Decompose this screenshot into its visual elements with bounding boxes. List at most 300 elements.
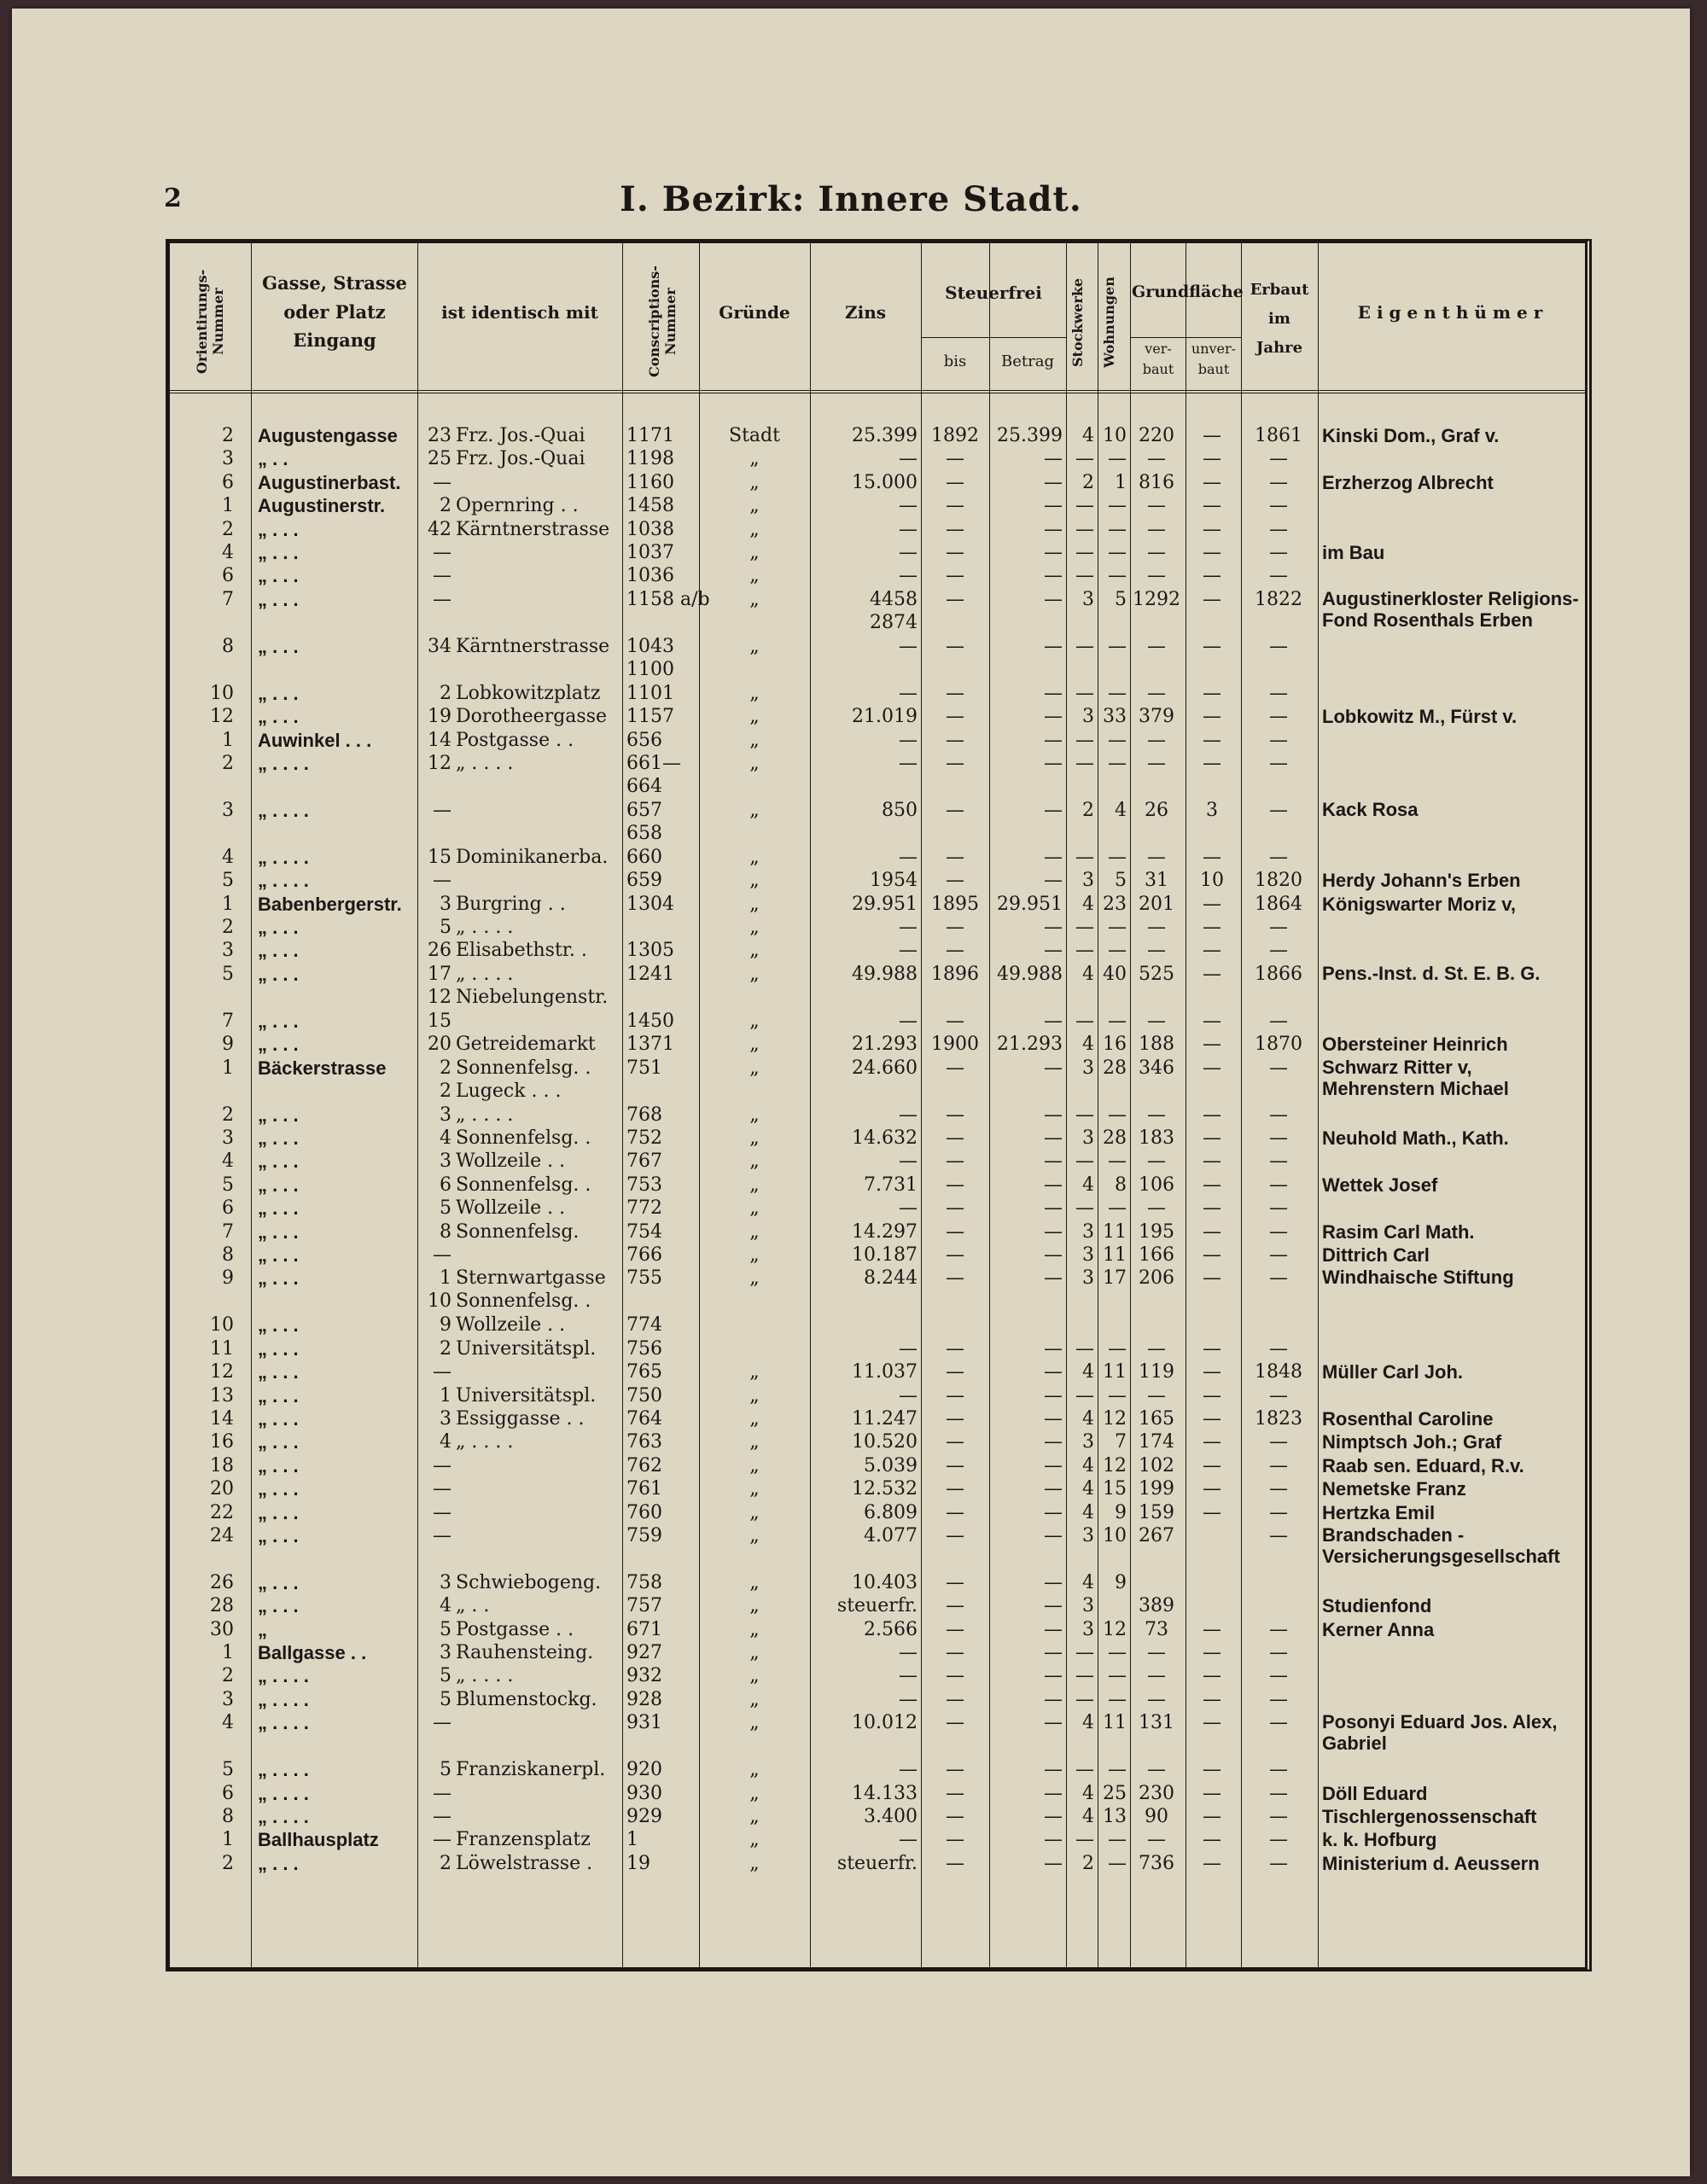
cell-cons: 764 xyxy=(626,1407,662,1430)
table-row xyxy=(170,1033,1585,1056)
cell-er: — xyxy=(1269,1197,1288,1220)
cell-zins: — xyxy=(899,1759,918,1781)
table-row xyxy=(170,963,1585,1010)
cell-er: — xyxy=(1269,1010,1288,1032)
header-zins: Zins xyxy=(845,302,886,323)
cell-nr: 5 xyxy=(222,1174,234,1196)
cell-bis: — xyxy=(946,1478,964,1500)
cell-idt: Dominikanerba. xyxy=(456,846,609,868)
cell-bis: — xyxy=(946,1361,964,1383)
cell-street: „ . . . xyxy=(258,1337,299,1360)
cell-nr: 9 xyxy=(222,1034,234,1056)
cell-wo: — xyxy=(1108,729,1127,751)
cell-er: 1820 xyxy=(1255,870,1302,892)
cell-betrag: — xyxy=(1044,565,1063,587)
cell-uv: — xyxy=(1203,1407,1221,1430)
cell-wo: 23 xyxy=(1103,893,1127,915)
cell-vb: 220 xyxy=(1139,425,1174,446)
cell-betrag: — xyxy=(1044,588,1063,610)
cell-betrag: 49.988 xyxy=(997,963,1063,985)
cell-bis: — xyxy=(946,940,964,962)
cell-street: „ . . . xyxy=(258,917,299,939)
cell-vb: 201 xyxy=(1139,893,1174,915)
subheader-rule xyxy=(1130,337,1241,338)
cell-cons: 1160 xyxy=(626,471,674,493)
cell-vb: — xyxy=(1147,1104,1166,1126)
cell-bis: — xyxy=(946,682,964,704)
table-row xyxy=(170,1477,1585,1500)
table-row xyxy=(170,1688,1585,1711)
cell-idt: Universitätspl. xyxy=(456,1337,597,1360)
cell-st: — xyxy=(1075,495,1094,517)
cell-street: „ . . . . xyxy=(258,1806,309,1828)
cell-nr: 12 xyxy=(210,706,234,728)
cell-betrag: — xyxy=(1044,1431,1063,1453)
cell-betrag: — xyxy=(1044,1337,1063,1360)
cell-zins: — xyxy=(899,846,918,868)
cell-bis: — xyxy=(946,1150,964,1173)
cell-uv: — xyxy=(1203,1361,1221,1383)
cell-gr: „ xyxy=(749,1454,760,1476)
cell-gr: „ xyxy=(749,1829,760,1851)
cell-ei: Rasim Carl Math. xyxy=(1322,1220,1475,1243)
cell-bis: — xyxy=(946,706,964,728)
cell-zins: 10.187 xyxy=(852,1243,918,1266)
cell-st: — xyxy=(1075,682,1094,704)
cell-vb: 267 xyxy=(1139,1524,1174,1546)
cell-wo: — xyxy=(1108,1665,1127,1687)
cell-ei: Ministerium d. Aeussern xyxy=(1322,1852,1540,1874)
cell-uv: — xyxy=(1203,846,1221,868)
cell-ei: Kerner Anna xyxy=(1322,1618,1435,1640)
cell-uv: — xyxy=(1203,706,1221,728)
cell-street: „ . . xyxy=(258,448,288,470)
cell-nr: 1 xyxy=(222,893,234,915)
cell-st: — xyxy=(1075,565,1094,587)
cell-wo: 12 xyxy=(1103,1618,1127,1640)
cell-cons: 768 xyxy=(626,1104,662,1126)
cell-cons: 761 xyxy=(626,1478,662,1500)
cell-gr: „ xyxy=(749,1571,760,1593)
cell-cons: 763 xyxy=(626,1431,662,1453)
cell-vb: 195 xyxy=(1139,1220,1174,1243)
cell-uv: — xyxy=(1203,1174,1221,1196)
cell-vb: 188 xyxy=(1139,1034,1174,1056)
cell-cons: 1043 1100 xyxy=(626,635,674,680)
cell-cons: 932 xyxy=(626,1665,662,1687)
cell-vb: 1292 xyxy=(1133,588,1180,610)
cell-zins: 21.293 xyxy=(852,1034,918,1056)
cell-er: — xyxy=(1269,1174,1288,1196)
cell-betrag: — xyxy=(1044,940,1063,962)
cell-gr: „ xyxy=(749,1174,760,1196)
cell-street: „ . . . . xyxy=(258,799,309,821)
table-row xyxy=(170,424,1585,447)
cell-gr: „ xyxy=(749,893,760,915)
cell-zins: 11.247 xyxy=(852,1407,918,1430)
cell-vb: — xyxy=(1147,1665,1166,1687)
cell-cons: 929 xyxy=(626,1806,662,1828)
cell-bis: — xyxy=(946,1759,964,1781)
cell-bis: — xyxy=(946,846,964,868)
table-row xyxy=(170,682,1585,705)
cell-gr: „ xyxy=(749,846,760,868)
cell-ei: Studienfond xyxy=(1322,1595,1432,1617)
cell-bis: 1892 xyxy=(931,425,979,446)
cell-idn: — xyxy=(433,1524,452,1546)
cell-street: „ . . . xyxy=(258,1384,299,1406)
cell-nr: 20 xyxy=(210,1478,234,1500)
cell-gr: „ xyxy=(749,1384,760,1406)
cell-wo: 28 xyxy=(1103,1057,1127,1079)
cell-cons: 1450 xyxy=(626,1010,674,1032)
cell-idn: 19 xyxy=(428,706,452,728)
cell-betrag: — xyxy=(1044,1665,1063,1687)
cell-gr: „ xyxy=(749,917,760,939)
cell-street: „ . . . xyxy=(258,635,299,657)
cell-idn: 3 xyxy=(440,1104,452,1126)
cell-er: — xyxy=(1269,495,1288,517)
cell-vb: 379 xyxy=(1139,706,1174,728)
cell-street: „ . . . xyxy=(258,1127,299,1150)
cell-betrag: — xyxy=(1044,1407,1063,1430)
cell-street: „ . . . xyxy=(258,1243,299,1266)
cell-wo: — xyxy=(1108,635,1127,657)
cell-betrag: — xyxy=(1044,1852,1063,1874)
cell-cons: 767 xyxy=(626,1150,662,1173)
cell-nr: 28 xyxy=(210,1595,234,1617)
cell-idt: „ . . . . xyxy=(456,1104,514,1126)
table-row xyxy=(170,1313,1585,1337)
cell-street: „ . . . . xyxy=(258,1688,309,1710)
cell-vb: 90 xyxy=(1145,1806,1168,1828)
cell-st: 4 xyxy=(1082,1806,1094,1828)
cell-bis: — xyxy=(946,1384,964,1406)
cell-bis: — xyxy=(946,471,964,493)
cell-bis: — xyxy=(946,448,964,470)
table-row xyxy=(170,1197,1585,1220)
cell-gr: „ xyxy=(749,1642,760,1664)
cell-uv: — xyxy=(1203,1478,1221,1500)
cell-gr: „ xyxy=(749,706,760,728)
cell-street: „ . . . xyxy=(258,1478,299,1500)
table-row xyxy=(170,1174,1585,1197)
cell-er: 1822 xyxy=(1255,588,1302,610)
cell-zins: 3.400 xyxy=(864,1806,918,1828)
cell-vb: 174 xyxy=(1139,1431,1174,1453)
cell-zins: 10.403 xyxy=(852,1571,918,1593)
cell-zins: 21.019 xyxy=(852,706,918,728)
cell-cons: 1158 a/b xyxy=(626,588,710,610)
cell-idn: — xyxy=(433,565,452,587)
cell-uv: — xyxy=(1203,1034,1221,1056)
table-row xyxy=(170,1828,1585,1851)
cell-st: — xyxy=(1075,448,1094,470)
cell-uv: — xyxy=(1203,917,1221,939)
cell-cons: 774 xyxy=(626,1314,662,1337)
cell-ei: Lobkowitz M., Fürst v. xyxy=(1322,706,1518,728)
cell-er: — xyxy=(1269,729,1288,751)
cell-nr: 2 xyxy=(222,425,234,446)
table-row xyxy=(170,752,1585,799)
table-row xyxy=(170,1805,1585,1828)
cell-wo: — xyxy=(1108,541,1127,563)
cell-bis: — xyxy=(946,1829,964,1851)
cell-zins: 6.809 xyxy=(864,1501,918,1523)
cell-idn: 2 xyxy=(440,1337,452,1360)
cell-vb: — xyxy=(1147,729,1166,751)
cell-nr: 1 xyxy=(222,495,234,517)
cell-gr: „ xyxy=(749,1595,760,1617)
cell-er: — xyxy=(1269,940,1288,962)
table-row xyxy=(170,1104,1585,1127)
cell-ei: Neuhold Math., Kath. xyxy=(1322,1127,1509,1150)
cell-betrag: — xyxy=(1044,471,1063,493)
cell-uv: — xyxy=(1203,1782,1221,1804)
cell-nr: 2 xyxy=(222,1665,234,1687)
cell-idn: — xyxy=(433,1829,452,1851)
cell-st: — xyxy=(1075,1642,1094,1664)
cell-vb: — xyxy=(1147,846,1166,868)
table-row xyxy=(170,1852,1585,1875)
cell-uv: — xyxy=(1203,1852,1221,1874)
cell-wo: — xyxy=(1108,518,1127,540)
cell-betrag: — xyxy=(1044,635,1063,657)
cell-street: „ . . . xyxy=(258,1454,299,1476)
cell-street: „ . . . . xyxy=(258,846,309,868)
cell-gr: „ xyxy=(749,940,760,962)
cell-gr: „ xyxy=(749,1267,760,1290)
cell-gr: „ xyxy=(749,1712,760,1734)
cell-st: 3 xyxy=(1082,1057,1094,1079)
cell-gr: „ xyxy=(749,1524,760,1546)
cell-st: 3 xyxy=(1082,1127,1094,1150)
cell-wo: 5 xyxy=(1115,588,1127,610)
cell-bis: — xyxy=(946,495,964,517)
cell-street: Bäckerstrasse xyxy=(258,1057,387,1079)
cell-betrag: — xyxy=(1044,1688,1063,1710)
cell-vb: — xyxy=(1147,518,1166,540)
table-row xyxy=(170,1758,1585,1781)
cell-idn: — xyxy=(433,1712,452,1734)
cell-cons: 657 658 xyxy=(626,799,662,844)
cell-uv: — xyxy=(1203,1688,1221,1710)
cell-ei: k. k. Hofburg xyxy=(1322,1829,1437,1851)
cell-idn: 20 xyxy=(428,1034,452,1056)
cell-idn: 4 xyxy=(440,1595,452,1617)
cell-er: — xyxy=(1269,1220,1288,1243)
cell-bis: — xyxy=(946,635,964,657)
cell-er: — xyxy=(1269,1524,1288,1546)
cell-wo: 8 xyxy=(1115,1174,1127,1196)
cell-betrag: 29.951 xyxy=(997,893,1063,915)
cell-er: — xyxy=(1269,635,1288,657)
cell-idn: 2 xyxy=(440,495,452,517)
header-erbaut: Erbaut im Jahre xyxy=(1250,281,1309,358)
cell-vb: — xyxy=(1147,1759,1166,1781)
cell-uv: — xyxy=(1203,940,1221,962)
cell-gr: „ xyxy=(749,635,760,657)
cell-zins: — xyxy=(899,1104,918,1126)
cell-idn: 17 12 xyxy=(428,963,452,1008)
cell-bis: — xyxy=(946,1127,964,1150)
cell-betrag: — xyxy=(1044,1478,1063,1500)
cell-idn: — xyxy=(433,1454,452,1476)
cell-uv: — xyxy=(1203,425,1221,446)
cell-nr: 7 xyxy=(222,1010,234,1032)
cell-idt: Sternwartgasse Sonnenfelsg. . xyxy=(456,1267,606,1313)
cell-idn: 4 xyxy=(440,1127,452,1150)
cell-betrag: — xyxy=(1044,1595,1063,1617)
cell-bis: — xyxy=(946,588,964,610)
cell-zins: — xyxy=(899,1665,918,1687)
cell-gr: „ xyxy=(749,870,760,892)
table-row xyxy=(170,729,1585,752)
cell-street: „ xyxy=(258,1618,267,1640)
cell-uv: — xyxy=(1203,682,1221,704)
cell-idn: 42 xyxy=(428,518,452,540)
cell-er: — xyxy=(1269,846,1288,868)
cell-cons: 1458 xyxy=(626,495,674,517)
cell-bis: — xyxy=(946,1243,964,1266)
cell-wo: 13 xyxy=(1103,1806,1127,1828)
cell-idn: 5 xyxy=(440,1618,452,1640)
cell-wo: — xyxy=(1108,1197,1127,1220)
table-row xyxy=(170,588,1585,635)
table-row xyxy=(170,1454,1585,1477)
cell-cons: 759 xyxy=(626,1524,662,1546)
cell-vb: — xyxy=(1147,635,1166,657)
cell-cons: 19 xyxy=(626,1852,650,1874)
cell-vb: 31 xyxy=(1145,870,1168,892)
cell-wo: 40 xyxy=(1103,963,1127,985)
header-steuerfrei: Steuerfrei xyxy=(945,282,1042,303)
cell-bis: — xyxy=(946,1010,964,1032)
cell-uv: — xyxy=(1203,518,1221,540)
cell-cons: 765 xyxy=(626,1361,662,1383)
table-row xyxy=(170,447,1585,470)
cell-idn: 3 xyxy=(440,1642,452,1664)
cell-er: 1861 xyxy=(1255,425,1302,446)
cell-gr: „ xyxy=(749,448,760,470)
cell-idt: „ . . . . xyxy=(456,917,514,939)
cell-er: — xyxy=(1269,706,1288,728)
cell-vb: 165 xyxy=(1139,1407,1174,1430)
cell-street: „ . . . xyxy=(258,1852,299,1874)
cell-wo: 10 xyxy=(1103,425,1127,446)
cell-zins: — xyxy=(899,635,918,657)
cell-st: 3 xyxy=(1082,1524,1094,1546)
cell-wo: — xyxy=(1108,565,1127,587)
cell-st: 3 xyxy=(1082,1267,1094,1290)
cell-nr: 2 xyxy=(222,917,234,939)
cell-st: 4 xyxy=(1082,1712,1094,1734)
cell-vb: — xyxy=(1147,541,1166,563)
header-unverbaut: unver-baut xyxy=(1191,341,1237,377)
cell-cons: 750 xyxy=(626,1384,662,1406)
cell-er: — xyxy=(1269,1782,1288,1804)
cell-idn: — xyxy=(433,588,452,610)
cell-vb: 131 xyxy=(1139,1712,1174,1734)
cell-er: — xyxy=(1269,1665,1288,1687)
cell-gr: „ xyxy=(749,1407,760,1430)
cell-idt: Sonnenfelsg. . xyxy=(456,1127,591,1150)
cell-er: — xyxy=(1269,1267,1288,1290)
cell-uv: — xyxy=(1203,1618,1221,1640)
table-row xyxy=(170,635,1585,682)
cell-wo: — xyxy=(1108,1384,1127,1406)
cell-st: — xyxy=(1075,1688,1094,1710)
cell-street: „ . . . xyxy=(258,1501,299,1523)
cell-idn: 9 xyxy=(440,1314,452,1337)
cell-cons: 671 xyxy=(626,1618,662,1640)
cell-street: „ . . . xyxy=(258,1010,299,1032)
cell-st: — xyxy=(1075,917,1094,939)
cell-idt: „ . . . . Niebelungenstr. xyxy=(456,963,609,1008)
cell-idn: — xyxy=(433,1501,452,1523)
cell-idt: Postgasse . . xyxy=(456,729,574,751)
cell-st: 3 xyxy=(1082,870,1094,892)
cell-idn: — xyxy=(433,471,452,493)
table-row xyxy=(170,846,1585,869)
cell-zins: — xyxy=(899,1384,918,1406)
cell-er: 1866 xyxy=(1255,963,1302,985)
cell-idn: — xyxy=(433,1806,452,1828)
cell-idt: Essiggasse . . xyxy=(456,1407,585,1430)
cell-zins: 850 xyxy=(882,799,918,821)
cell-st: 4 xyxy=(1082,963,1094,985)
cell-nr: 22 xyxy=(210,1501,234,1523)
cell-vb: 183 xyxy=(1139,1127,1174,1150)
cell-betrag: — xyxy=(1044,917,1063,939)
cell-betrag: — xyxy=(1044,1220,1063,1243)
cell-vb: — xyxy=(1147,917,1166,939)
cell-er: — xyxy=(1269,1618,1288,1640)
cell-ei: Pens.-Inst. d. St. E. B. G. xyxy=(1322,962,1541,984)
cell-zins: — xyxy=(899,448,918,470)
cell-vb: — xyxy=(1147,1642,1166,1664)
cell-uv: — xyxy=(1203,1806,1221,1828)
cell-er: — xyxy=(1269,1829,1288,1851)
cell-idn: — xyxy=(433,1243,452,1266)
cell-er: — xyxy=(1269,565,1288,587)
cell-cons: 931 xyxy=(626,1712,662,1734)
cell-st: 2 xyxy=(1082,1852,1094,1874)
cell-cons: 752 xyxy=(626,1127,662,1150)
cell-gr: „ xyxy=(749,518,760,540)
table-row xyxy=(170,1430,1585,1453)
cell-cons: 751 xyxy=(626,1057,662,1079)
cell-bis: — xyxy=(946,1454,964,1476)
ledger-page xyxy=(12,9,1690,2176)
cell-betrag: — xyxy=(1044,1618,1063,1640)
cell-betrag: — xyxy=(1044,495,1063,517)
table-row xyxy=(170,916,1585,939)
cell-wo: 1 xyxy=(1115,471,1127,493)
cell-bis: — xyxy=(946,1431,964,1453)
cell-cons: 1 xyxy=(626,1829,638,1851)
subheader-rule xyxy=(921,337,1066,338)
cell-wo: — xyxy=(1108,495,1127,517)
cell-ei: Rosenthal Caroline xyxy=(1322,1407,1494,1430)
cell-vb: 389 xyxy=(1139,1595,1174,1617)
cell-idn: 12 xyxy=(428,752,452,774)
cell-zins: 4.077 xyxy=(864,1524,918,1546)
cell-wo: 11 xyxy=(1103,1361,1127,1383)
cell-bis: 1900 xyxy=(931,1034,979,1056)
cell-vb: — xyxy=(1147,1010,1166,1032)
cell-st: 2 xyxy=(1082,471,1094,493)
